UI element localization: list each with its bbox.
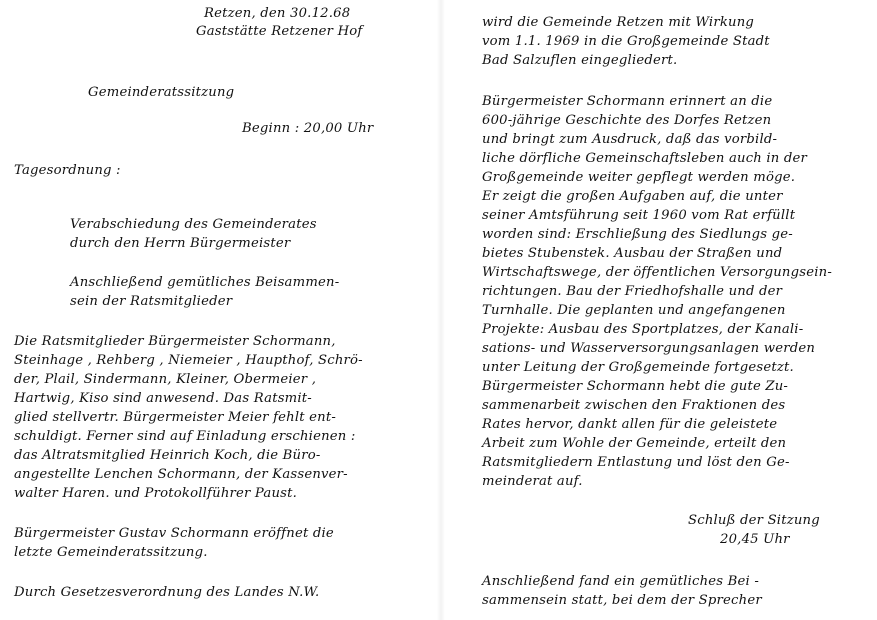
speech-line: seiner Amtsführung seit 1960 vom Rat erfüllt (482, 208, 796, 223)
agenda-heading: Tagesordnung : (14, 163, 121, 178)
speech-line: Ratsmitgliedern Entlastung und löst den Ge- (482, 455, 790, 470)
speech-line: Großgemeinde weiter gepflegt werden möge. (482, 170, 796, 185)
speech-line: richtungen. Bau der Friedhofshalle und der (482, 284, 783, 299)
speech-line: Rates hervor, dankt allen für die geleistete (482, 417, 778, 432)
incorporation-line: vom 1.1. 1969 in die Großgemeinde Stadt (482, 34, 770, 49)
venue: Gaststätte Retzener Hof (196, 24, 363, 39)
afterwards-line: Anschließend fand ein gemütliches Bei - (482, 574, 760, 589)
speech-line: 600-jährige Geschichte des Dorfes Retzen (482, 113, 772, 128)
attendance-line: angestellte Lenchen Schormann, der Kassenver- (14, 467, 348, 482)
attendance-line: glied stellvertr. Bürgermeister Meier fehlt ent- (14, 410, 337, 425)
attendance-line: Hartwig, Kiso sind anwesend. Das Ratsmit- (14, 391, 312, 406)
speech-line: liche dörfliche Gemeinschaftsleben auch in der (482, 151, 808, 166)
attendance-line: Steinhage , Rehberg , Niemeier , Haupthof, Schrö- (14, 353, 363, 368)
closing-line: 20,45 Uhr (720, 532, 790, 547)
agenda-item-line: durch den Herrn Bürgermeister (70, 236, 291, 251)
right-page (452, 0, 877, 620)
meeting-title: Gemeinderatssitzung (88, 85, 235, 100)
speech-line: Turnhalle. Die geplanten und angefangenen (482, 303, 786, 318)
speech-line: meinderat auf. (482, 474, 583, 489)
speech-line: und bringt zum Ausdruck, daß das vorbild- (482, 132, 778, 147)
speech-line: unter Leitung der Großgemeinde fortgesetzt. (482, 360, 794, 375)
agenda-item-line: Verabschiedung des Gemeinderates (70, 217, 317, 232)
incorporation-line: Bad Salzuflen eingegliedert. (482, 53, 678, 68)
speech-line: Projekte: Ausbau des Sportplatzes, der Kanali- (482, 322, 804, 337)
speech-line: Bürgermeister Schormann erinnert an die (482, 94, 773, 109)
attendance-line: das Altratsmitglied Heinrich Koch, die Büro- (14, 448, 321, 463)
closing-line: Schluß der Sitzung (688, 513, 820, 528)
attendance-line: schuldigt. Ferner sind auf Einladung erschienen : (14, 429, 356, 444)
speech-line: Er zeigt die großen Aufgaben auf, die unter (482, 189, 783, 204)
opening-line: Bürgermeister Gustav Schormann eröffnet die (14, 526, 334, 541)
agenda-item-line: Anschließend gemütliches Beisammen- (70, 275, 340, 290)
attendance-line: Die Ratsmitglieder Bürgermeister Schormann, (14, 334, 336, 349)
page-gutter (437, 0, 445, 620)
afterwards-line: sammensein statt, bei dem der Sprecher (482, 593, 762, 608)
place-date: Retzen, den 30.12.68 (204, 6, 351, 21)
start-time: Beginn : 20,00 Uhr (242, 121, 374, 136)
speech-line: sations- und Wasserversorgungsanlagen werden (482, 341, 816, 356)
speech-line: Bürgermeister Schormann hebt die gute Zu- (482, 379, 789, 394)
incorporation-line: wird die Gemeinde Retzen mit Wirkung (482, 15, 755, 30)
speech-line: worden sind: Erschließung des Siedlungs ge- (482, 227, 793, 242)
speech-line: Arbeit zum Wohle der Gemeinde, erteilt den (482, 436, 787, 451)
agenda-item-line: sein der Ratsmitglieder (70, 294, 233, 309)
opening-line: letzte Gemeinderatssitzung. (14, 545, 208, 560)
speech-line: sammenarbeit zwischen den Fraktionen des (482, 398, 786, 413)
attendance-line: der, Plail, Sindermann, Kleiner, Obermeier , (14, 372, 317, 387)
ordinance-line: Durch Gesetzesverordnung des Landes N.W. (14, 585, 320, 600)
speech-line: bietes Stubenstek. Ausbau der Straßen und (482, 246, 783, 261)
speech-line: Wirtschaftswege, der öffentlichen Versorgungsein- (482, 265, 833, 280)
attendance-line: walter Haren. und Protokollführer Paust. (14, 486, 298, 501)
left-page (0, 0, 430, 620)
